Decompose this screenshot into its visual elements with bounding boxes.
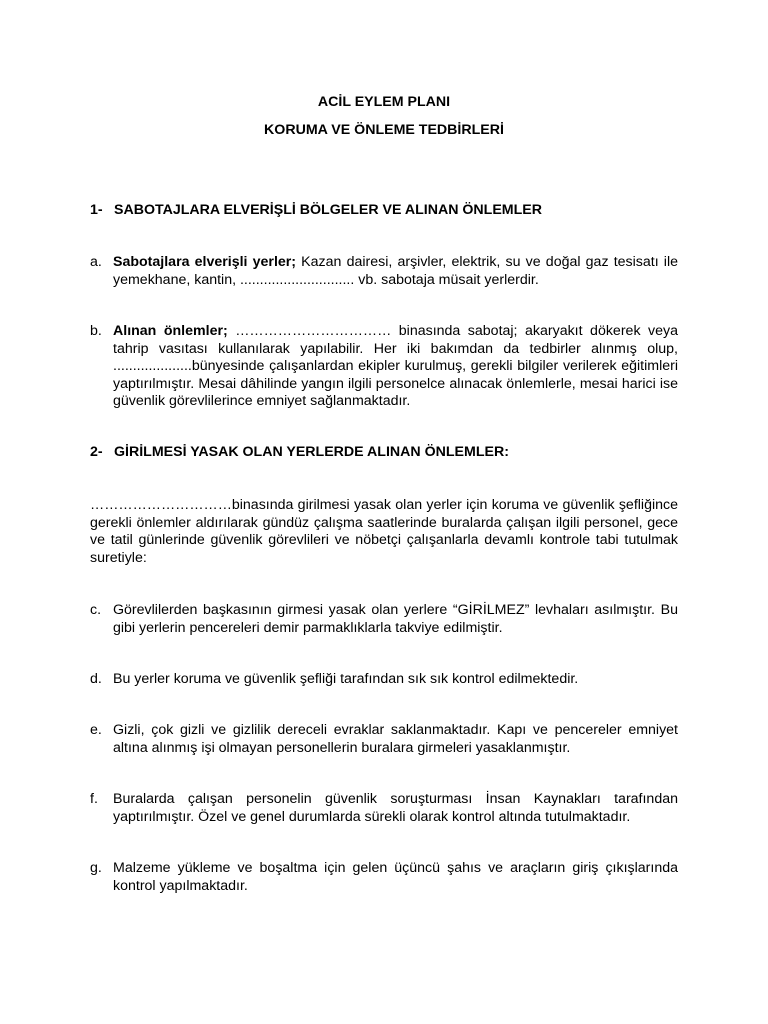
list-item-text: Görevlilerden başkasının girmesi yasak olan yerlere “GİRİLMEZ” levhaları asılmıştır. Bu gibi yerlerin pencereleri demir parmaklıklarla takviye edilmiştir.: [113, 602, 678, 636]
list-item-text: [113, 254, 678, 289]
list-item-e: [90, 722, 678, 757]
list-item-text: Gizli, çok gizli ve gizlilik dereceli evraklar saklanmaktadır. Kapı ve pencereler emniyet altına alınmış işi olmayan personellerin buralara girmeleri yasaklanmıştır.: [113, 722, 678, 756]
list-item-body: Kazan dairesi, arşivler, elektrik, su ve doğal gaz tesisatı ile yemekhane, kantin, ............................. vb. sabotaja müsait yerlerdir.: [113, 254, 678, 288]
list-item-g: [90, 860, 678, 895]
list-item-d: [90, 671, 678, 689]
section-2-title: GİRİLMESİ YASAK OLAN YERLERDE ALINAN ÖNLEMLER:: [114, 444, 509, 460]
list-item-label: a.: [90, 254, 102, 270]
list-item-label: e.: [90, 722, 102, 738]
section-2-number: 2-: [90, 444, 103, 460]
list-item-bold-term: Sabotajlara elverişli yerler;: [113, 254, 297, 270]
list-item-c: [90, 602, 678, 637]
list-item-body: …………………………… binasında sabotaj; akaryakıt dökerek veya tahrip vasıtası kullanılarak yapılabilir. Her iki bakımdan da tedbirler alınmış olup, ....................bünyesinde çalışanlardan ekipler kurulmuş, gerekli bilgiler verilerek eğitimleri yaptırılmıştır. Mesai dâhilinde yangın ilgili personelce alınacak önlemlerle, mesai harici ise güvenlik görevlilerince emniyet sağlanmaktadır.: [113, 323, 679, 410]
section-1-heading: [90, 202, 690, 220]
list-item-label: b.: [90, 323, 102, 339]
section-2-heading: [90, 444, 690, 462]
list-item-label: g.: [90, 860, 102, 876]
list-item-text: Bu yerler koruma ve güvenlik şefliği tarafından sık sık kontrol edilmektedir.: [113, 671, 579, 687]
document-subtitle: KORUMA VE ÖNLEME TEDBİRLERİ: [264, 122, 504, 138]
document-title: ACİL EYLEM PLANI: [317, 94, 451, 110]
list-item-label: d.: [90, 671, 102, 687]
section-1-number: 1-: [90, 202, 103, 218]
list-item-text: Buralarda çalışan personelin güvenlik soruşturması İnsan Kaynakları tarafından yaptırılmıştır. Özel ve genel durumlarda sürekli olarak kontrol altında tutulmaktadır.: [113, 791, 678, 825]
section-1-title: SABOTAJLARA ELVERİŞLİ BÖLGELER VE ALINAN ÖNLEMLER: [114, 202, 542, 218]
list-item-text: [113, 323, 678, 411]
list-item-a: [90, 254, 678, 289]
list-item-f: [90, 791, 678, 826]
list-item-label: c.: [90, 602, 102, 618]
section-2-intro-paragraph: …………………………binasında girilmesi yasak olan yerler için koruma ve güvenlik şefliğince gerekli önlemler aldırılarak gündüz çalışma saatlerinde buralarda çalışan ilgili personel, gece ve tatil günlerinde güvenlik görevlileri ve nöbetçi çalışanlarla devamlı kontrole tabi tutulmak suretiyle:: [90, 497, 678, 566]
list-item-text: Malzeme yükleme ve boşaltma için gelen üçüncü şahıs ve araçların giriş çıkışlarında kontrol yapılmaktadır.: [113, 860, 678, 894]
list-item-label: f.: [90, 791, 98, 807]
list-item-bold-term: Alınan önlemler;: [113, 323, 228, 339]
list-item-b: [90, 323, 678, 411]
